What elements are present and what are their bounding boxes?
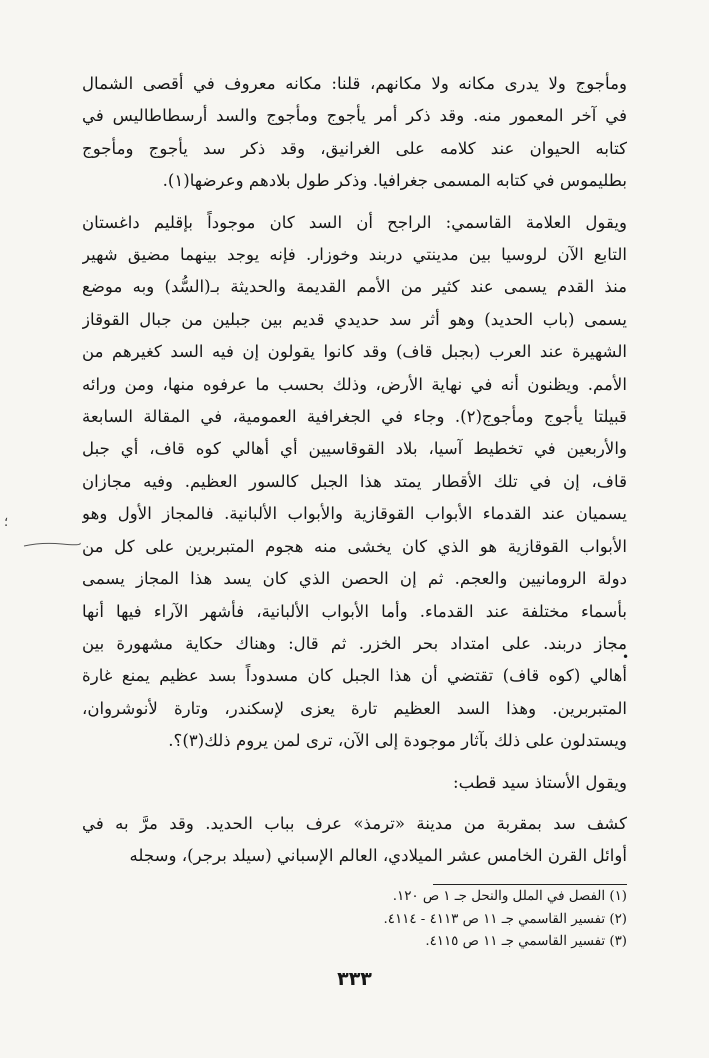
text-line: قاف، إن في تلك الأقطار يمتد هذا الجبل كالسور العظيم. وفيه مجازان xyxy=(82,471,627,491)
text-line: مجاز دربند. على امتداد بحر الخزر. ثم قال: وهناك حكاية مشهورة بين xyxy=(82,633,627,653)
text-line: أوائل القرن الخامس عشر الميلادي، العالم الإسباني (سيلد برجر)، وسجله xyxy=(129,846,627,866)
footnote: (٣) تفسير القاسمي جـ ١١ ص ٤١١٥. xyxy=(425,934,627,949)
text-line: ومأجوج ولا يدرى مكانه ولا مكانهم، قلنا: مكانه معروف في أقصى الشمال xyxy=(82,74,627,93)
text-line: كشف سد بمقربة من مدينة «ترمذ» عرف بباب الحديد. وقد مرَّ به في xyxy=(82,813,627,833)
margin-mark: ؛ xyxy=(4,515,9,530)
main-text xyxy=(82,68,630,873)
margin-bullet: • xyxy=(622,650,630,664)
paragraph xyxy=(82,68,627,198)
text-line: قبيلتا يأجوج ومأجوج(٢). وجاء في الجغرافية العمومية، في المقالة السابعة xyxy=(82,407,627,427)
text-line: كتابه الحيوان عند كلامه على الغرانيق، وقد ذكر سد يأجوج ومأجوج xyxy=(82,138,627,158)
text-line: بأسماء مختلفة عند القدماء. وأما الأبواب الألبانية، فأشهر الآراء فيها أنها xyxy=(82,601,627,621)
text-line: الأبواب القوقازية هو الذي كان يخشى منه هجوم المتبربرين على كل من xyxy=(82,536,627,556)
paragraph xyxy=(82,207,630,758)
text-line: ويقول الأستاذ سيد قطب: xyxy=(453,772,627,792)
text-line: ويقول العلامة القاسمي: الراجح أن السد كان موجوداً بإقليم داغستان xyxy=(82,212,627,232)
text-line: في آخر المعمور منه. وقد ذكر أمر يأجوج ومأجوج والسد أرسطاطاليس في xyxy=(82,106,627,126)
pen-stroke-mark xyxy=(22,538,82,550)
text-line: منذ القدم يسمى عند كثير من الأمم القديمة والحديثة بـ(السُّد) وبه موضع xyxy=(82,277,627,297)
page-number: ٣٣٣ xyxy=(337,968,372,990)
text-line: بطليموس في كتابه المسمى جغرافيا. وذكر طول بلادهم وعرضها(١). xyxy=(162,171,627,191)
text-line: ويستدلون على ذلك بآثار موجودة إلى الآن، ترى لمن يروم ذلك(٣)؟. xyxy=(168,731,627,751)
text-line: يسمى (باب الحديد) وهو أثر سد حديدي قديم بين جبلين من جبال القوقاز xyxy=(82,309,627,329)
text-line: المتبربرين. وهذا السد العظيم تارة يعزى لإسكندر، وتارة لأنوشروان، xyxy=(82,698,627,718)
footnote: (٢) تفسير القاسمي جـ ١١ ص ٤١١٣ - ٤١١٤. xyxy=(383,911,627,927)
paragraph xyxy=(82,808,627,873)
text-line: التابع الآن لروسيا بين مدينتي دربند وخوزار. فإنه يوجد بينهما مضيق شهير xyxy=(82,245,627,265)
text-line: والأربعين في تخطيط آسيا، بلاد القوقاسيين أي أهالي كوه قاف، أي جبل xyxy=(82,439,627,459)
footnote-rule xyxy=(433,884,627,885)
footnotes xyxy=(300,886,627,954)
footnote: (١) الفصل في الملل والنحل جـ ١ ص ١٢٠. xyxy=(392,889,627,904)
text-line: الأمم. ويظنون أنه في نهاية الأرض، وذلك بحسب ما عرفوه منها، ومن ورائه xyxy=(82,374,627,394)
paragraph xyxy=(82,767,627,799)
text-line: الشهيرة عند العرب (بجبل قاف) وقد كانوا يقولون إن فيه السد كغيرهم من xyxy=(82,342,627,362)
text-line: دولة الرومانيين والعجم. ثم إن الحصن الذي كان يسد هذا المجاز يسمى xyxy=(82,569,627,589)
text-line: أهالي (كوه قاف) تقتضي أن هذا الجبل كان مسدوداً بسد عظيم يمنع غارة xyxy=(82,666,627,686)
page-body xyxy=(82,68,630,873)
text-line: يسميان عند القدماء الأبواب القوقازية والأبواب الألبانية. فالمجاز الأول وهو xyxy=(82,504,627,524)
